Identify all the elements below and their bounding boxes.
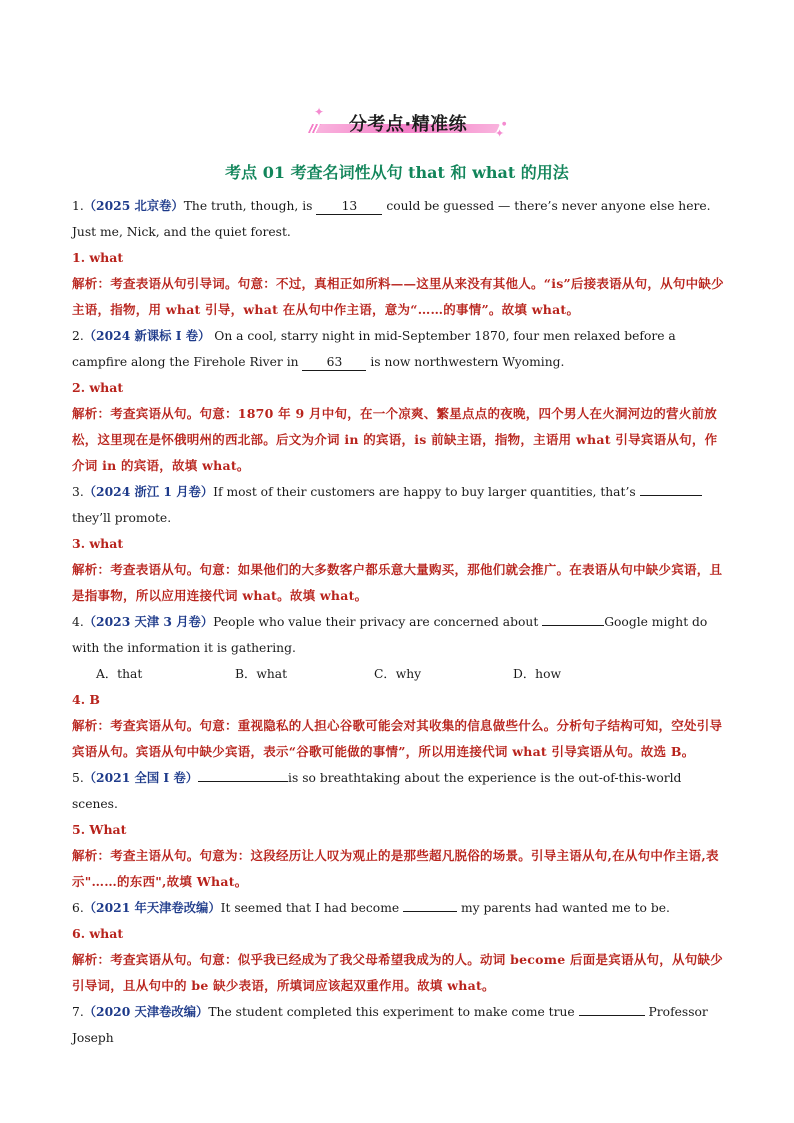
- sparkle-icon: ✦: [495, 127, 505, 140]
- question-number: 4.: [72, 615, 84, 629]
- stem-text: The student completed this experiment to make come true: [208, 1005, 579, 1019]
- option-c[interactable]: C．why: [374, 667, 422, 681]
- answer-line: 6. what: [72, 926, 124, 941]
- stem-text: my parents had wanted me to be.: [457, 901, 670, 915]
- stem-text: Professor Joseph: [72, 1005, 708, 1045]
- answer-line: 1. what: [72, 250, 124, 265]
- question-source: （2024 新课标 I 卷）: [83, 328, 211, 343]
- section-title: 考点 01 考查名词性从句 that 和 what 的用法: [225, 163, 569, 182]
- question-stem: [72, 609, 724, 661]
- answer-blank[interactable]: 63: [302, 354, 366, 371]
- question-source: （2021 年天津卷改编）: [83, 900, 221, 915]
- explanation: 解析：考查宾语从句。句意：似乎我已经成为了我父母希望我成为的人。动词 become 后面是宾语从句，从句缺少引导词，且从句中的 be 缺少表语，所填词应该起双重作用。故填 what。: [72, 952, 724, 993]
- answer-blank[interactable]: [640, 495, 702, 496]
- answer-blank[interactable]: 13: [316, 198, 382, 215]
- question-stem: [72, 765, 724, 817]
- question-list: [72, 193, 724, 1051]
- question-source: （2025 北京卷）: [83, 198, 184, 213]
- explanation: 解析：考查主语从句。句意为：这段经历让人叹为观止的是那些超凡脱俗的场景。引导主语从句,在从句中作主语,表示"……的东西",故填 What。: [72, 848, 719, 889]
- question-number: 6.: [72, 901, 84, 915]
- explanation: 解析：考查宾语从句。句意：1870 年 9 月中旬，在一个凉爽、繁星点点的夜晚，四个男人在火洞河边的营火前放松，这里现在是怀俄明州的西北部。后文为介词 in 的宾语，is 前缺主语，指物，主语用 what 引导宾语从句，作介词 in 的宾语，故填 what。: [72, 406, 718, 473]
- stem-text: could be guessed — there’s never anyone else here. Just me, Nick, and the quiet forest.: [72, 199, 711, 239]
- question-stem: [72, 895, 724, 921]
- question-stem: [72, 999, 724, 1051]
- question-stem: [72, 323, 724, 375]
- explanation: 解析：考查表语从句引导词。句意：不过，真相正如所料——这里从来没有其他人。“is”后接表语从句，从句中缺少主语，指物，用 what 引导，what 在从句中作主语，意为“……的事情”。故填 what。: [72, 276, 724, 317]
- stem-text: The truth, though, is: [183, 199, 317, 213]
- stem-text: Google might do with the information it is gathering.: [72, 615, 708, 655]
- option-b[interactable]: B．what: [235, 667, 288, 681]
- stem-text: If most of their customers are happy to buy larger quantities, that’s: [213, 485, 640, 499]
- question-stem: [72, 193, 724, 245]
- banner-title: 分考点·精准练: [348, 114, 468, 135]
- stem-text: is so breathtaking about the experience is the out-of-this-world scenes.: [72, 771, 682, 811]
- answer-blank[interactable]: [579, 1015, 645, 1016]
- stem-text: On a cool, starry night in mid-September 1870, four men relaxed before a campfire along the Firehole River in: [72, 329, 676, 369]
- question-source: （2024 浙江 1 月卷）: [83, 484, 214, 499]
- option-d[interactable]: D．how: [513, 667, 562, 681]
- stem-text: It seemed that I had become: [220, 901, 404, 915]
- option-a[interactable]: A．that: [96, 667, 143, 681]
- explanation: 解析：考查宾语从句。句意：重视隐私的人担心谷歌可能会对其收集的信息做些什么。分析句子结构可知，空处引导宾语从句。宾语从句中缺少宾语，表示“谷歌可能做的事情”，所以用连接代词 what 引导宾语从句。故选 B。: [72, 718, 723, 759]
- question-number: 3.: [72, 485, 84, 499]
- answer-line: 4. B: [72, 692, 100, 707]
- question-number: 5.: [72, 771, 84, 785]
- question-number: 7.: [72, 1005, 84, 1019]
- sparkle-icon: ●: [502, 121, 507, 127]
- sparkle-icon: ✦: [314, 105, 325, 119]
- answer-blank[interactable]: [403, 911, 457, 912]
- question-source: （2021 全国 I 卷）: [83, 770, 199, 785]
- answer-options: [72, 661, 724, 687]
- question-stem: [72, 479, 724, 531]
- stem-text: they’ll promote.: [72, 511, 172, 525]
- answer-blank[interactable]: [198, 781, 288, 782]
- explanation: 解析：考查表语从句。句意：如果他们的大多数客户都乐意大量购买，那他们就会推广。在表语从句中缺少宾语，且是指事物，所以应用连接代词 what。故填 what。: [72, 562, 723, 603]
- answer-line: 3. what: [72, 536, 124, 551]
- answer-line: 2. what: [72, 380, 124, 395]
- section-banner: [310, 106, 520, 142]
- question-source: （2020 天津卷改编）: [83, 1004, 209, 1019]
- question-source: （2023 天津 3 月卷）: [83, 614, 214, 629]
- stem-text: is now northwestern Wyoming.: [366, 355, 565, 369]
- answer-line: 5. What: [72, 822, 127, 837]
- question-number: 2.: [72, 329, 84, 343]
- question-number: 1.: [72, 199, 84, 213]
- answer-blank[interactable]: [542, 625, 604, 626]
- stem-text: People who value their privacy are concerned about: [213, 615, 543, 629]
